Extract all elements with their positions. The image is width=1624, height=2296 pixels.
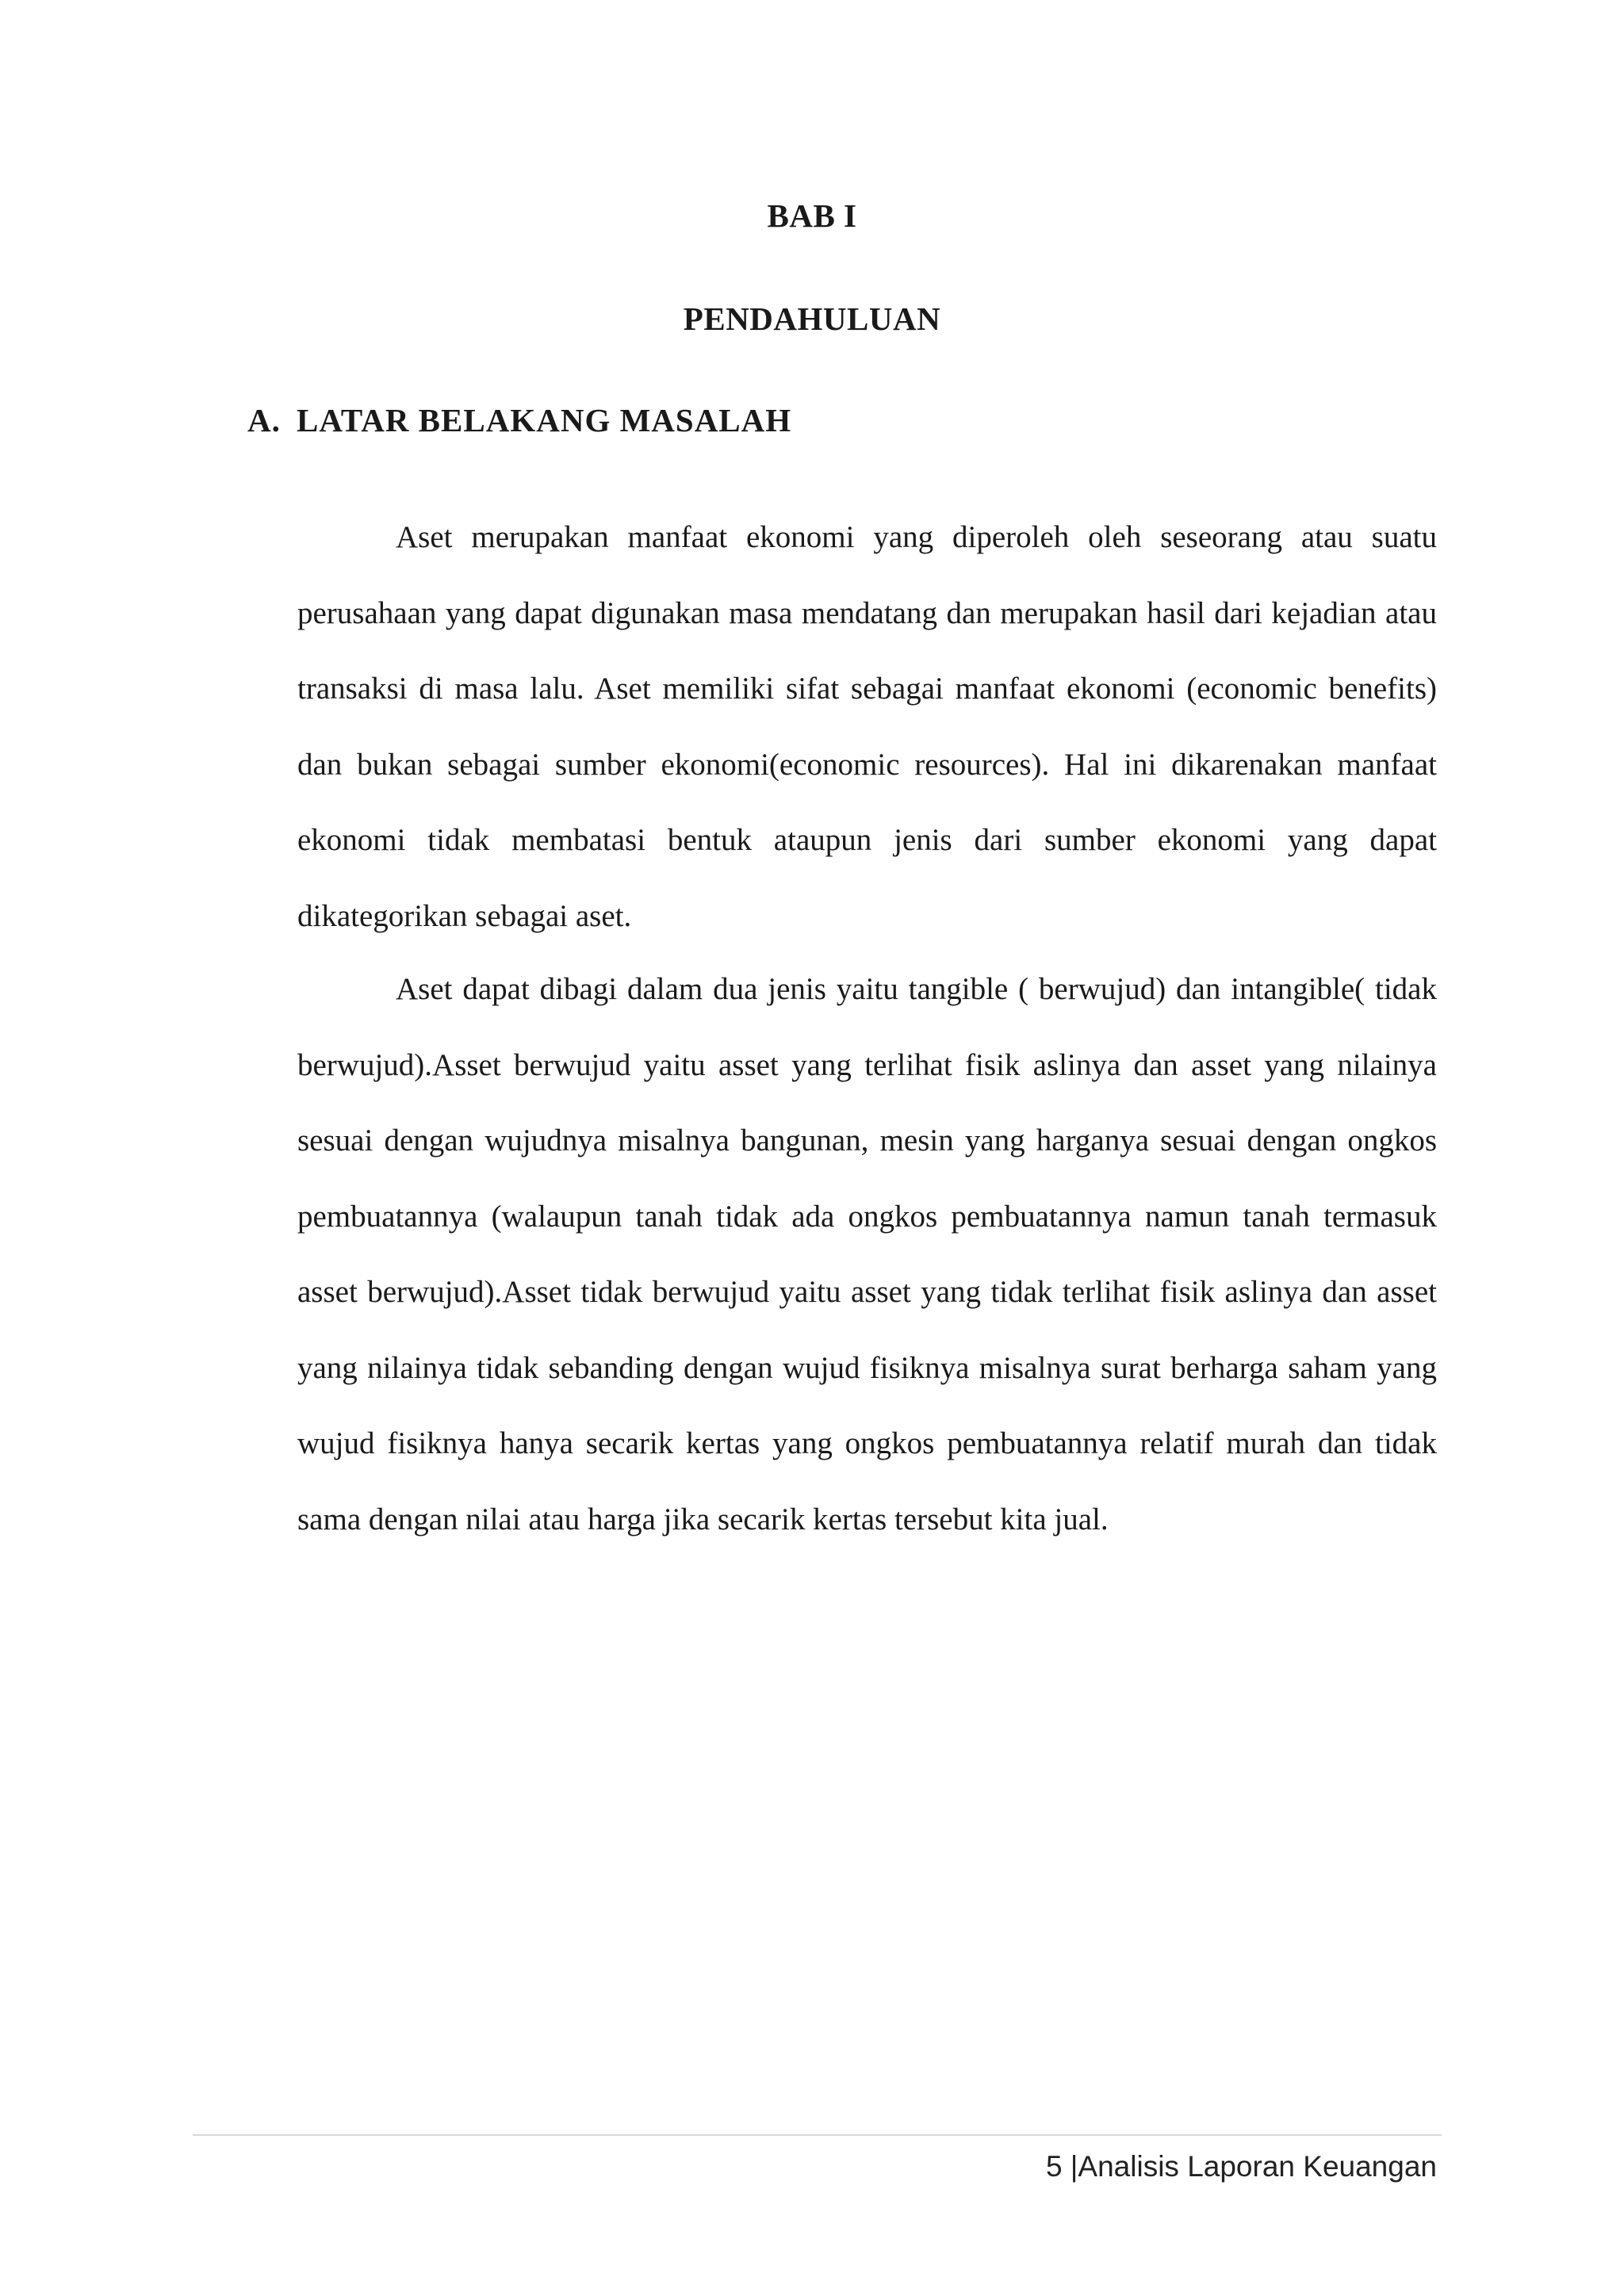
- page-footer: 5 |Analisis Laporan Keuangan: [1045, 2150, 1437, 2183]
- body-paragraph-2: Aset dapat dibagi dalam dua jenis yaitu tangible ( berwujud) dan intangible( tidak berwujud).Asset berwujud yaitu asset yang terlihat fisik aslinya dan asset yang nilainya sesuai dengan wujudnya misalnya bangunan, mesin yang harganya sesuai dengan ongkos pembuatannya (walaupun tanah tidak ada ongkos pembuatannya namun tanah termasuk asset berwujud).Asset tidak berwujud yaitu asset yang tidak terlihat fisik aslinya dan asset yang nilainya tidak sebanding dengan wujud fisiknya misalnya surat berharga saham yang wujud fisiknya hanya secarik kertas yang ongkos pembuatannya relatif murah dan tidak sama dengan nilai atau harga jika secarik kertas tersebut kita jual.: [297, 972, 1437, 1536]
- body-paragraph-1: Aset merupakan manfaat ekonomi yang diperoleh oleh seseorang atau suatu perusahaan yang dapat digunakan masa mendatang dan merupakan hasil dari kejadian atau transaksi di masa lalu. Aset memiliki sifat sebagai manfaat ekonomi (economic benefits) dan bukan sebagai sumber ekonomi(economic resources). Hal ini dikarenakan manfaat ekonomi tidak membatasi bentuk ataupun jenis dari sumber ekonomi yang dapat dikategorikan sebagai aset.: [297, 520, 1437, 933]
- section-title: LATAR BELAKANG MASALAH: [297, 402, 792, 438]
- section-letter: A.: [247, 402, 281, 438]
- footer-divider: [193, 2134, 1442, 2136]
- chapter-title: PENDAHULUAN: [683, 300, 941, 337]
- section-heading: [247, 401, 791, 439]
- chapter-number: BAB I: [767, 197, 857, 234]
